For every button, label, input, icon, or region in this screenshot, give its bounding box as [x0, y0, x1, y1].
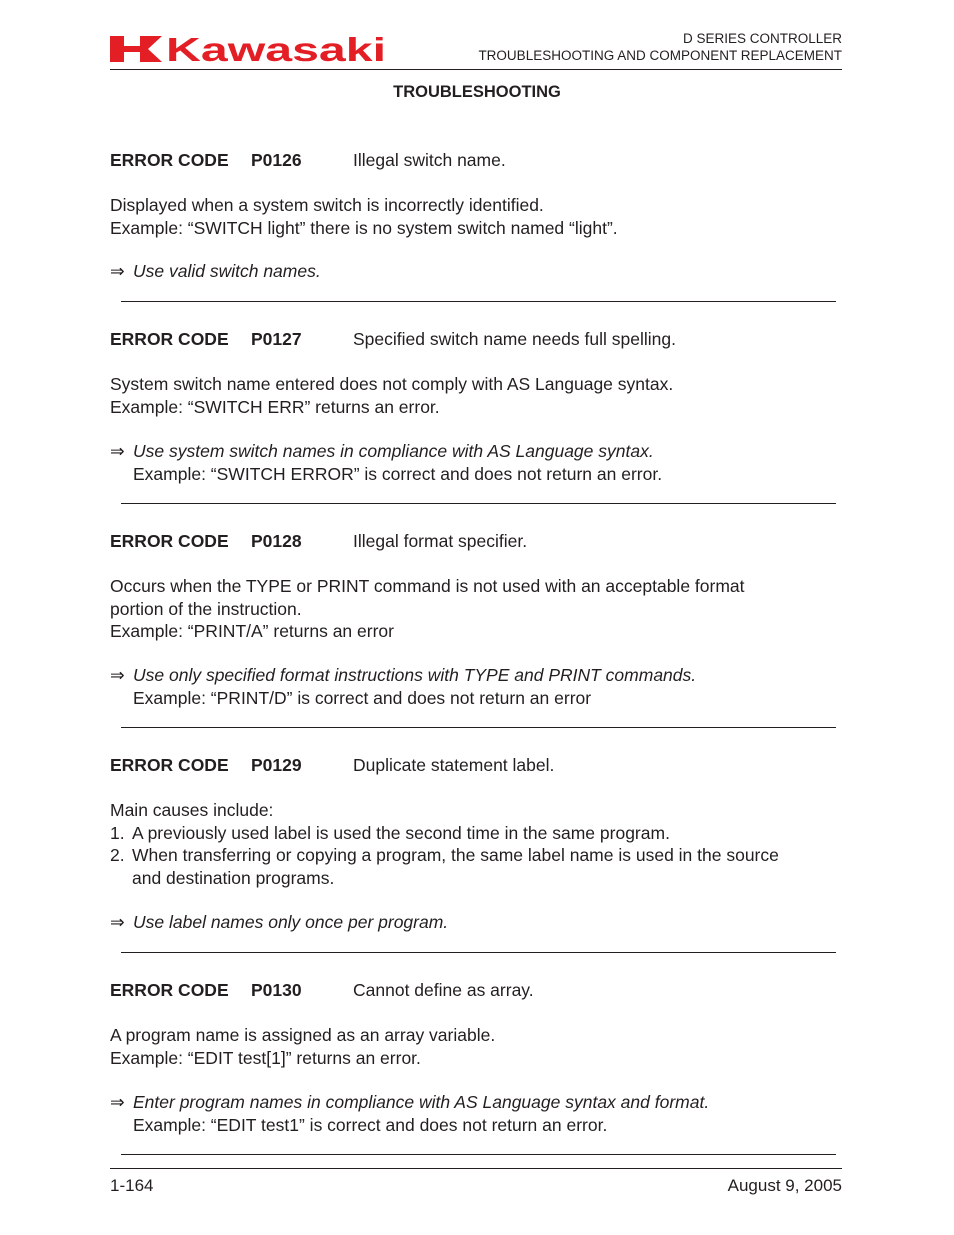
- error-title: Specified switch name needs full spelling.: [353, 329, 676, 349]
- remedy: [110, 440, 662, 485]
- separator-rule: [121, 301, 836, 302]
- list-line: When transferring or copying a program, the same label name is used in the source: [132, 845, 779, 865]
- remedy-text: Use only specified format instructions with TYPE and PRINT commands.: [133, 665, 697, 685]
- description-line: portion of the instruction.: [110, 598, 302, 619]
- remedy-text: Enter program names in compliance with AS Language syntax and format.: [133, 1092, 710, 1112]
- separator-rule: [121, 952, 836, 953]
- header-rule: [110, 69, 842, 70]
- description-line: Occurs when the TYPE or PRINT command is not used with an acceptable format: [110, 576, 745, 596]
- error-code-number: P0127: [251, 329, 302, 349]
- kawasaki-logo: [110, 32, 390, 66]
- list-number: 1.: [110, 822, 125, 843]
- error-description: [110, 194, 618, 239]
- separator-rule: [121, 727, 836, 728]
- separator-rule: [121, 503, 836, 504]
- arrow-icon: ⇒: [110, 665, 125, 685]
- arrow-icon: ⇒: [110, 1092, 125, 1112]
- description-line: System switch name entered does not comply with AS Language syntax.: [110, 374, 674, 394]
- document-header: [478, 30, 842, 64]
- list-number: 2.: [110, 845, 125, 865]
- header-line-2: TROUBLESHOOTING AND COMPONENT REPLACEMENT: [478, 48, 842, 63]
- error-code-label: ERROR CODE: [110, 755, 229, 775]
- error-code-label: ERROR CODE: [110, 980, 229, 1000]
- remedy-example: Example: “EDIT test1” is correct and does not return an error.: [133, 1114, 608, 1135]
- error-code-number: P0128: [251, 531, 302, 551]
- remedy-example: Example: “SWITCH ERROR” is correct and does not return an error.: [133, 463, 663, 484]
- remedy-text: Use system switch names in compliance with AS Language syntax.: [133, 441, 654, 461]
- error-title: Illegal switch name.: [353, 150, 506, 170]
- remedy: [110, 911, 448, 934]
- remedy: [110, 260, 321, 283]
- error-code-label: ERROR CODE: [110, 150, 229, 170]
- separator-rule: [121, 1154, 836, 1155]
- list-item: [110, 822, 779, 845]
- footer-rule: [110, 1168, 842, 1169]
- remedy-text: Use label names only once per program.: [133, 912, 449, 932]
- error-description: [110, 1024, 495, 1069]
- arrow-icon: ⇒: [110, 441, 125, 461]
- description-line: Displayed when a system switch is incorrectly identified.: [110, 195, 544, 215]
- error-code-label: ERROR CODE: [110, 531, 229, 551]
- remedy: [110, 1091, 709, 1136]
- error-description: [110, 799, 779, 889]
- arrow-icon: ⇒: [110, 912, 125, 932]
- error-code-number: P0129: [251, 755, 302, 775]
- error-title: Illegal format specifier.: [353, 531, 528, 551]
- description-line: A program name is assigned as an array variable.: [110, 1025, 496, 1045]
- description-line: Example: “PRINT/A” returns an error: [110, 621, 394, 641]
- error-title: Cannot define as array.: [353, 980, 534, 1000]
- remedy-example: Example: “PRINT/D” is correct and does not return an error: [133, 687, 592, 708]
- list-line: A previously used label is used the second time in the same program.: [132, 822, 670, 843]
- arrow-icon: ⇒: [110, 261, 125, 281]
- page-title: TROUBLESHOOTING: [393, 83, 561, 101]
- svg-text:Kawasaki: Kawasaki: [166, 32, 386, 66]
- error-code-label: ERROR CODE: [110, 329, 229, 349]
- description-line: Example: “EDIT test[1]” returns an error.: [110, 1047, 421, 1068]
- remedy-text: Use valid switch names.: [133, 261, 321, 281]
- error-code-number: P0130: [251, 980, 302, 1000]
- publication-date: August 9, 2005: [727, 1176, 842, 1195]
- error-description: [110, 575, 745, 643]
- error-description: [110, 373, 673, 418]
- error-code-number: P0126: [251, 150, 302, 170]
- page-number: 1-164: [110, 1176, 154, 1195]
- list-line: and destination programs.: [132, 867, 335, 888]
- description-line: Example: “SWITCH ERR” returns an error.: [110, 396, 440, 417]
- error-title: Duplicate statement label.: [353, 755, 555, 775]
- list-item: [110, 844, 779, 889]
- header-line-1: D SERIES CONTROLLER: [682, 31, 842, 46]
- remedy: [110, 664, 696, 709]
- description-line: Main causes include:: [110, 800, 274, 820]
- description-line: Example: “SWITCH light” there is no system switch named “light”.: [110, 217, 618, 238]
